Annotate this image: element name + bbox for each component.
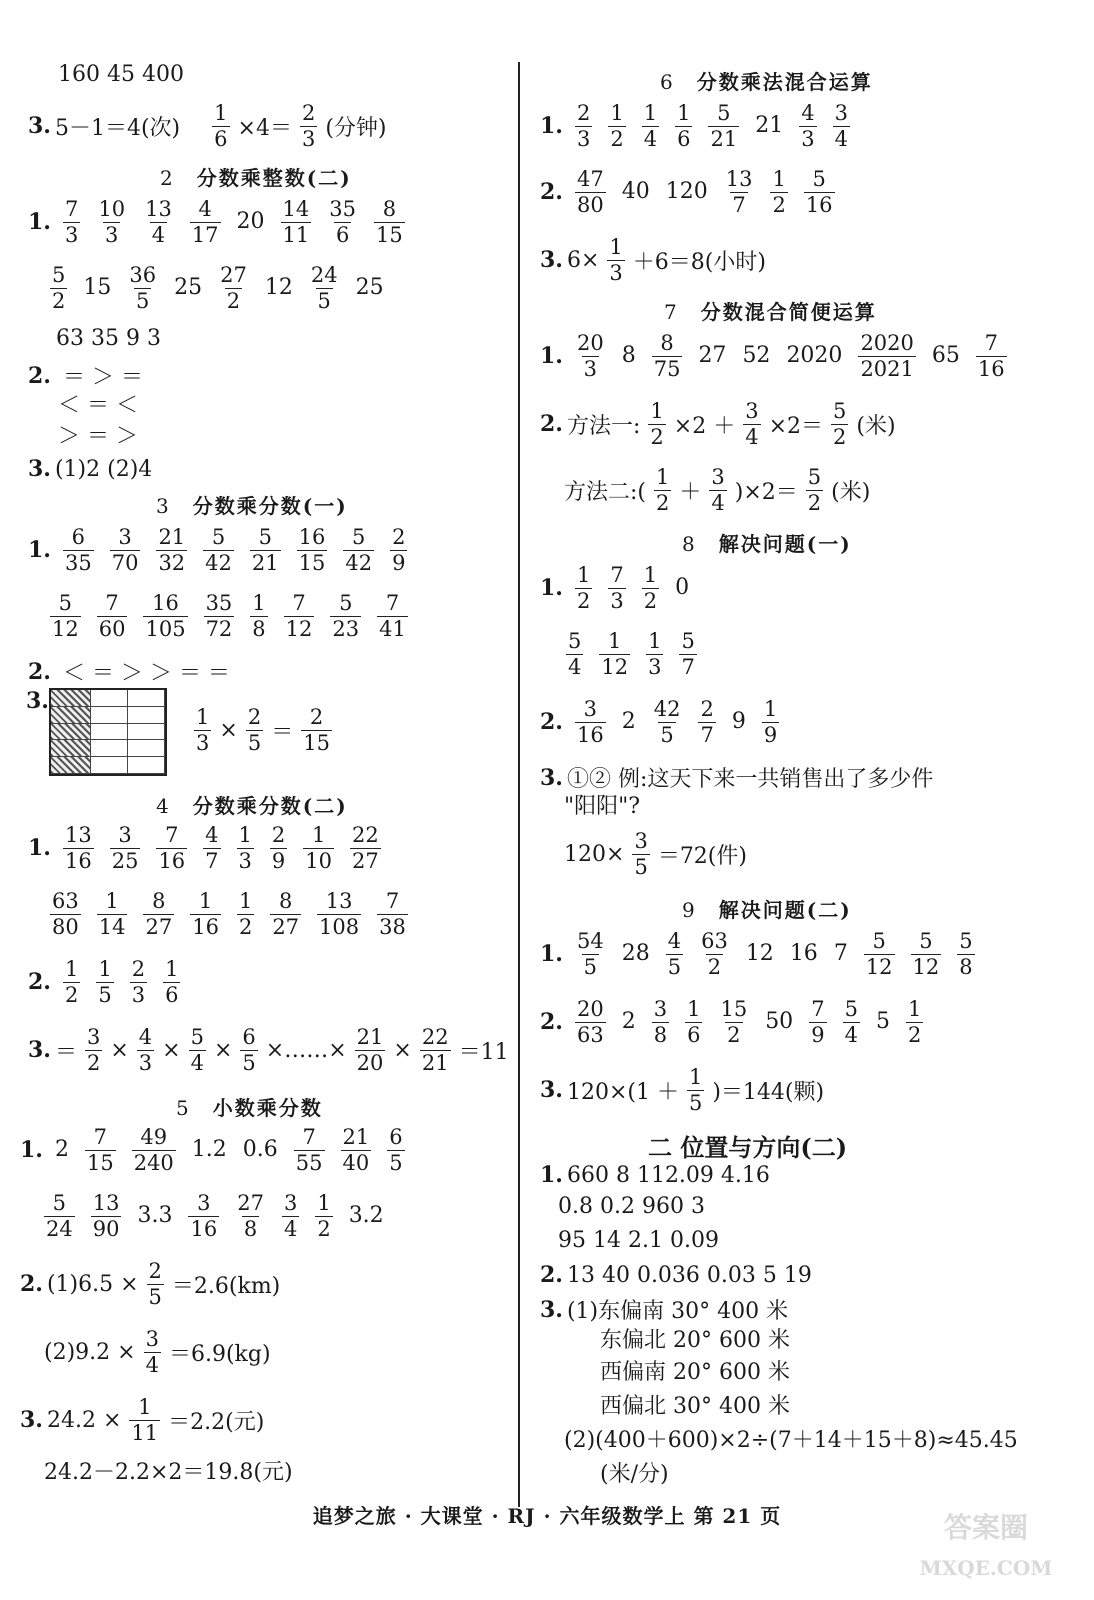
fraction: $\frac{2}{9}$ [271, 823, 286, 873]
fraction: $\frac{3}{4}$ [834, 101, 848, 151]
value: 3.2 [348, 1203, 384, 1228]
fraction: $\frac{15}{2}$ [720, 997, 748, 1047]
fraction: $\frac{13}{90}$ [92, 1191, 120, 1241]
s4-q1-row1: 1. $\frac{13}{16}$ $\frac{3}{25}$ $\frac{7}{16}$ $\frac{4}{7}$ $\frac{1}{3}$ $\frac{2}{9}$ $\frac{1}{10}$ $\frac{22}{27}$ [28, 823, 379, 873]
section-4-title: 4 分数乘分数(二) [156, 794, 348, 818]
fraction: $\frac{47}{80}$ [576, 167, 604, 217]
fraction: $\frac{2}{3}$ [576, 101, 591, 151]
fraction: $\frac{1}{6}$ [677, 101, 691, 151]
unit: (分钟) [325, 115, 387, 141]
s5-q3b: 24.2－2.2×2＝19.8(元) [44, 1460, 293, 1485]
section-5-title: 5 小数乘分数 [176, 1096, 323, 1120]
value: 0 [675, 575, 690, 600]
fraction: $\frac{21}{32}$ [158, 525, 186, 575]
fraction: $\frac{1}{2}$ [64, 957, 79, 1007]
fraction: $\frac{5}{4}$ [844, 997, 858, 1047]
fraction: $\frac{7}{38}$ [379, 889, 406, 939]
section-8-title: 8 解决问题(一) [682, 532, 852, 556]
fraction: $\frac{42}{5}$ [653, 697, 681, 747]
s6-q3: 3. 6× $\frac{1}{3}$ ＋6＝8(小时) [540, 235, 766, 285]
s6-q2: 2. $\frac{47}{80}$ 40 120 $\frac{13}{7}$ $\frac{1}{2}$ $\frac{5}{16}$ [540, 167, 833, 217]
page-footer: 追梦之旅 · 大课堂 · RJ · 六年级数学上 第 21 页 [312, 1504, 782, 1528]
fraction: $\frac{1}{4}$ [643, 101, 658, 151]
fraction: $\frac{1}{10}$ [305, 823, 333, 873]
fraction: $\frac{3}{70}$ [111, 525, 139, 575]
s8-q3-line2: "阳阳"? [564, 794, 641, 819]
s5-q2a: 2. (1)6.5 × $\frac{2}{5}$ ＝2.6(km) [20, 1259, 281, 1309]
fraction: $\frac{7}{12}$ [285, 591, 313, 641]
u2-q3-part2: (2)(400＋600)×2÷(7＋14＋15＋8)≈45.45 [564, 1428, 1018, 1453]
expr: ×4＝ [237, 115, 292, 141]
s7-q2b: 方法二:( 1 2 ＋ 3 4 )×2＝ 5 2 (米) [564, 465, 871, 515]
fraction: $\frac{7}{55}$ [295, 1125, 323, 1175]
fraction: $\frac{5}{7}$ [681, 629, 695, 679]
s1-q3 [28, 100, 387, 152]
fraction: $\frac{1}{2}$ [238, 889, 253, 939]
fraction: $\frac{8}{27}$ [272, 889, 300, 939]
value: 25 [174, 275, 203, 300]
unit-2-title: 二 位置与方向(二) [648, 1133, 848, 1162]
fraction: $\frac{3}{8}$ [653, 997, 668, 1047]
value: 21 [755, 113, 784, 138]
fraction: $\frac{1}{2}$ [772, 167, 786, 217]
s8-q3-line1: 3. ①② 例:这天下来一共销售出了多少件 [540, 764, 934, 792]
value: 28 [621, 941, 650, 966]
fraction: $\frac{16}{105}$ [145, 591, 186, 641]
fraction: $\frac{1}{2}$ [317, 1191, 331, 1241]
fraction: $\frac{5}{21}$ [251, 525, 279, 575]
s8-q1-row2 [558, 626, 705, 682]
value: 65 [931, 343, 960, 368]
q-label: 3. [28, 113, 51, 139]
s2-q2-line2: ＜ ＝ ＜ [58, 393, 138, 418]
s2-q2-line3: ＞ ＝ ＞ [58, 424, 138, 449]
s3-q3-expr: 1 3 × 2 5 ＝ 2 15 [196, 705, 330, 755]
right-column [528, 0, 1094, 1600]
fraction: $\frac{1}{3}$ [238, 823, 252, 873]
fraction: $\frac{5}{16}$ [805, 167, 833, 217]
u2-q3-line1: 3. (1)东偏南 30° 400 米 [540, 1296, 789, 1324]
fraction: $\frac{2020}{2021}$ [860, 331, 914, 381]
value: 1.2 [191, 1137, 227, 1162]
fraction: $\frac{6}{5}$ [389, 1125, 403, 1175]
fraction: $\frac{3}{25}$ [111, 823, 139, 873]
s7-q2a: 2. 方法一: $\frac{1}{2}$ ×2 ＋ $\frac{3}{4}$ ×2＝ 5 2 (米) [540, 399, 896, 449]
s2-q1-row3: 63 35 9 3 [56, 326, 161, 351]
value: 20 [236, 209, 265, 234]
fraction: $\frac{1}{8}$ [252, 591, 266, 641]
fraction: $\frac{5}{21}$ [710, 101, 738, 151]
fraction: $\frac{8}{75}$ [653, 331, 681, 381]
s8-q2: 2. $\frac{3}{16}$ 2 $\frac{42}{5}$ $\frac{2}{7}$ 9 $\frac{1}{9}$ [540, 697, 778, 747]
s2-q1-row2 [42, 262, 392, 314]
fraction: $\frac{13}{16}$ [64, 823, 92, 873]
fraction: $\frac{1}{2}$ [643, 563, 658, 613]
fraction: $\frac{7}{41}$ [379, 591, 406, 641]
fraction: $\frac{3}{4}$ [283, 1191, 298, 1241]
fraction: $\frac{7}{3}$ [64, 197, 79, 247]
fraction: $\frac{54}{5}$ [576, 929, 604, 979]
fraction: $\frac{63}{80}$ [52, 889, 79, 939]
s6-q1: 1. $\frac{2}{3}$ $\frac{1}{2}$ $\frac{1}{4}$ $\frac{1}{6}$ $\frac{5}{21}$ 21 $\frac{4}{3}$ $\frac{3}{4}$ [540, 101, 848, 151]
u2-q1-line1: 1. 660 8 112.09 4.16 [540, 1162, 770, 1188]
u2-q1-line2: 0.8 0.2 960 3 [558, 1194, 705, 1219]
fraction: $\frac{1}{6}$ [214, 101, 228, 151]
fraction: $\frac{1}{9}$ [763, 697, 778, 747]
fraction: $\frac{2}{3}$ [131, 957, 146, 1007]
fraction: 2 3 [301, 101, 316, 151]
fraction: $\frac{20}{3}$ [576, 331, 604, 381]
s8-q3-line3: 120× $\frac{3}{5}$ ＝72(件) [564, 829, 747, 879]
value: 5 [875, 1009, 890, 1034]
fraction: $\frac{5}{24}$ [46, 1191, 73, 1241]
s3-q3-label: 3. [26, 688, 49, 714]
fraction: $\frac{5}{12}$ [912, 929, 940, 979]
fraction: $\frac{22}{27}$ [352, 823, 379, 873]
fraction: $\frac{14}{11}$ [282, 197, 310, 247]
fraction: $\frac{7}{15}$ [86, 1125, 114, 1175]
fraction: $\frac{4}{7}$ [205, 823, 219, 873]
fraction: $\frac{1}{6}$ [687, 997, 701, 1047]
value: 15 [83, 275, 112, 300]
s9-q2: 2. $\frac{20}{63}$ 2 $\frac{3}{8}$ $\frac{1}{6}$ $\frac{15}{2}$ 50 $\frac{7}{9}$ $\frac{5}{4}$ 5 $\frac{1}{2}$ [540, 997, 922, 1047]
section-6-title: 6 分数乘法混合运算 [660, 70, 873, 94]
s8-q1-row1: 1. $\frac{1}{2}$ $\frac{7}{3}$ $\frac{1}{2}$ 0 [540, 563, 690, 613]
value: 50 [765, 1009, 794, 1034]
fraction: $\frac{8}{15}$ [376, 197, 403, 247]
value: 16 [789, 941, 818, 966]
s9-q3: 3. 120×(1 ＋ 1 5 )＝144(颗) [540, 1065, 825, 1115]
fraction: $\frac{7}{9}$ [811, 997, 825, 1047]
value: 2 [621, 1009, 636, 1034]
value: 2020 [786, 343, 843, 368]
fraction: $\frac{5}{42}$ [345, 525, 373, 575]
s5-q1-row2 [36, 1188, 392, 1244]
fraction: $\frac{36}{5}$ [129, 263, 157, 313]
u2-q3-line4: 西偏北 30° 400 米 [600, 1394, 790, 1419]
fraction: $\frac{1}{12}$ [601, 629, 629, 679]
u2-q1-line3: 95 14 2.1 0.09 [558, 1228, 719, 1253]
s4-q1-row2 [42, 886, 416, 942]
fraction: $\frac{5}{2}$ [52, 263, 66, 313]
fraction: $\frac{10}{3}$ [98, 197, 126, 247]
u2-q3-unit: (米/分) [600, 1462, 669, 1487]
fraction: $\frac{7}{16}$ [977, 331, 1005, 381]
fraction: $\frac{6}{35}$ [64, 525, 92, 575]
value: 0.6 [242, 1137, 278, 1162]
value: 2 [621, 709, 636, 734]
value: 25 [355, 275, 384, 300]
fraction: $\frac{1}{3}$ [648, 629, 662, 679]
value: 7 [833, 941, 848, 966]
value: 8 [621, 343, 636, 368]
fraction: $\frac{2}{7}$ [700, 697, 714, 747]
fraction: $\frac{4}{5}$ [667, 929, 682, 979]
fraction: $\frac{5}{23}$ [332, 591, 360, 641]
fraction: $\frac{20}{63}$ [576, 997, 604, 1047]
value: 40 [621, 179, 650, 204]
fraction: $\frac{7}{16}$ [158, 823, 186, 873]
fraction: $\frac{5}{42}$ [205, 525, 232, 575]
fraction: $\frac{13}{7}$ [725, 167, 753, 217]
fraction: $\frac{2}{9}$ [392, 525, 406, 575]
fraction: $\frac{13}{4}$ [145, 197, 172, 247]
s2-q1-row1 [28, 196, 413, 248]
fraction: $\frac{27}{2}$ [220, 263, 247, 313]
fraction: $\frac{1}{2}$ [610, 101, 624, 151]
fraction: $\frac{16}{15}$ [298, 525, 326, 575]
fraction: $\frac{21}{40}$ [342, 1125, 370, 1175]
fraction: $\frac{27}{8}$ [237, 1191, 264, 1241]
value: 52 [742, 343, 771, 368]
fraction: $\frac{5}{8}$ [959, 929, 973, 979]
s3-q1-row1: 1. $\frac{6}{35}$ $\frac{3}{70}$ $\frac{21}{32}$ $\frac{5}{42}$ $\frac{5}{21}$ $\frac{16}{15}$ $\frac{5}{42}$ $\frac{2}{9}$ [28, 525, 406, 575]
watermark: 答案圈 MXQE.COM [919, 1511, 1053, 1580]
fraction: $\frac{3}{16}$ [576, 697, 604, 747]
fraction: $\frac{49}{240}$ [133, 1125, 174, 1175]
top-line: 160 45 400 [58, 62, 184, 87]
s5-q2b: (2)9.2 × $\frac{3}{4}$ ＝6.9(kg) [44, 1327, 271, 1377]
fraction: $\frac{35}{6}$ [329, 197, 357, 247]
s7-q1: 1. $\frac{20}{3}$ 8 $\frac{8}{75}$ 27 52 2020 $\frac{2020}{2021}$ 65 $\frac{7}{16}$ [540, 331, 1005, 381]
section-9-title: 9 解决问题(二) [682, 898, 852, 922]
s3-q1-row2 [42, 588, 416, 644]
value: 9 [731, 709, 746, 734]
value: 12 [264, 275, 293, 300]
fraction: $\frac{5}{12}$ [865, 929, 893, 979]
value: 12 [745, 941, 774, 966]
s2-q2: 2. ＝ ＞ ＝ [28, 362, 143, 390]
fraction: $\frac{1}{14}$ [98, 889, 126, 939]
fraction: $\frac{7}{60}$ [98, 591, 126, 641]
fraction: $\frac{1}{5}$ [98, 957, 112, 1007]
s4-q3: 3. ＝ 3 2 × 4 3 × 5 4 × $\frac{6}{5}$ ×……× $\frac{21}{20}$ × 22 21 ＝11 [28, 1025, 509, 1075]
fraction: $\frac{5}{12}$ [52, 591, 79, 641]
section-7-title: 7 分数混合简便运算 [664, 300, 877, 324]
fraction: $\frac{4}{3}$ [801, 101, 815, 151]
fraction: $\frac{4}{17}$ [191, 197, 219, 247]
s3-q2: 2. ＜ ＝ ＞ ＞ ＝ ＝ [28, 658, 230, 686]
value: 27 [698, 343, 727, 368]
expr: 5－1＝4(次) [54, 115, 181, 141]
fraction: $\frac{5}{4}$ [568, 629, 582, 679]
s5-q3a: 3. 24.2 × $\frac{1}{11}$ ＝2.2(元) [20, 1395, 265, 1445]
fraction: $\frac{1}{6}$ [165, 957, 179, 1007]
fraction-grid-diagram [49, 688, 167, 776]
u2-q3-line2: 东偏北 20° 600 米 [600, 1328, 790, 1353]
fraction: $\frac{3}{16}$ [190, 1191, 218, 1241]
fraction: $\frac{8}{27}$ [145, 889, 173, 939]
section-2-title: 2 分数乘整数(二) [160, 166, 352, 190]
section-3-title: 3 分数乘分数(一) [156, 494, 348, 518]
u2-q3-line3: 西偏南 20° 600 米 [600, 1360, 790, 1385]
s4-q2: 2. $\frac{1}{2}$ $\frac{1}{5}$ $\frac{2}{3}$ $\frac{1}{6}$ [28, 957, 179, 1007]
value: 3.3 [137, 1203, 173, 1228]
fraction: $\frac{13}{108}$ [319, 889, 360, 939]
fraction: $\frac{1}{16}$ [192, 889, 219, 939]
value: 120 [665, 179, 708, 204]
s9-q1: 1. $\frac{54}{5}$ 28 $\frac{4}{5}$ $\frac{63}{2}$ 12 16 7 $\frac{5}{12}$ $\frac{5}{12}$ $\frac{5}{8}$ [540, 929, 973, 979]
fraction: $\frac{1}{2}$ [576, 563, 591, 613]
fraction: $\frac{63}{2}$ [701, 929, 728, 979]
fraction: $\frac{1}{2}$ [907, 997, 922, 1047]
s2-q3: 3. (1)2 (2)4 [28, 456, 153, 482]
fraction: $\frac{7}{3}$ [610, 563, 624, 613]
q-label: 1. [28, 209, 51, 235]
fraction: $\frac{35}{72}$ [205, 591, 233, 641]
fraction: $\frac{24}{5}$ [310, 263, 338, 313]
s5-q1-row1: 1. 2 $\frac{7}{15}$ $\frac{49}{240}$ 1.2 0.6 $\frac{7}{55}$ $\frac{21}{40}$ $\frac{6}{5}$ [20, 1125, 403, 1175]
u2-q2: 2. 13 40 0.036 0.03 5 19 [540, 1262, 812, 1288]
left-column [0, 0, 520, 1600]
value: 2 [54, 1137, 69, 1162]
